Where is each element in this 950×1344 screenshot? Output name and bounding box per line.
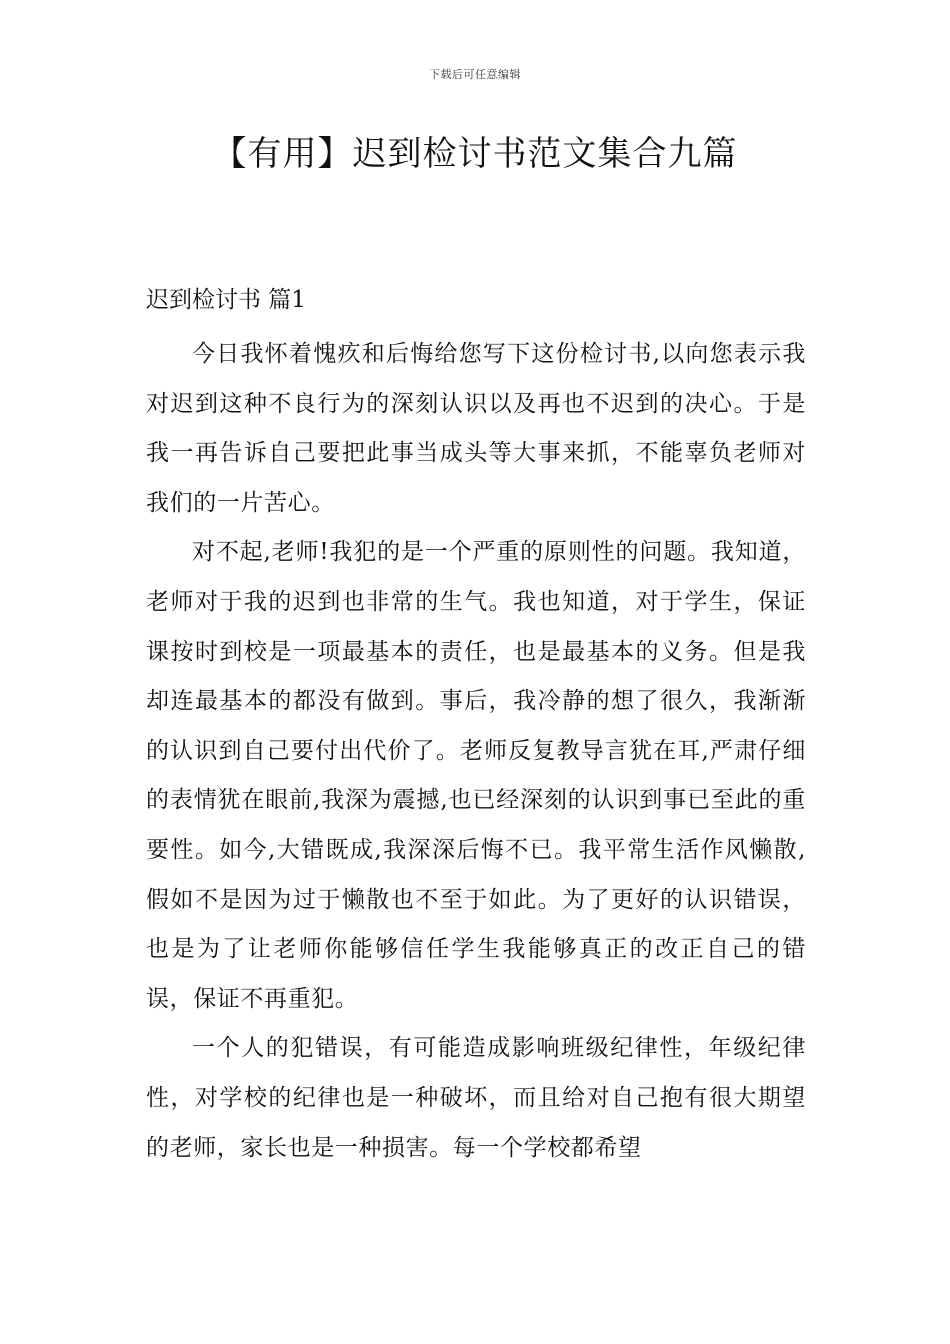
paragraph-2: 对不起,老师!我犯的是一个严重的原则性的问题。我知道，老师对于我的迟到也非常的生气。我也知道，对于学生，保证课按时到校是一项最基本的责任，也是最基本的义务。但是我却连最基本的都没有做到。事后，我冷静的想了很久，我渐渐的认识到自己要付出代价了。老师反复教导言犹在耳,严肃仔细的表情犹在眼前,我深为震撼,也已经深刻的认识到事已至此的重要性。如今,大错既成,我深深后悔不已。我平常生活作风懒散,假如不是因为过于懒散也不至于如此。为了更好的认识错误，也是为了让老师你能够信任学生我能够真正的改正自己的错误，保证不再重犯。 [146,539,806,1012]
paragraph-1: 今日我怀着愧疚和后悔给您写下这份检讨书,以向您表示我对迟到这种不良行为的深刻认识以及再也不迟到的决心。于是我一再告诉自己要把此事当成头等大事来抓，不能辜负老师对我们的一片苦心。 [146,341,806,516]
document-title: 【有用】迟到检讨书范文集合九篇 [212,134,738,174]
section-heading: 迟到检讨书 篇1 [146,287,306,313]
header-note: 下载后可任意编辑 [429,68,521,81]
paragraph-3: 一个人的犯错误，有可能造成影响班级纪律性，年级纪律性，对学校的纪律也是一种破坏，而且给对自己抱有很大期望的老师，家长也是一种损害。每一个学校都希望 [146,1035,806,1161]
document-body [146,282,806,1173]
